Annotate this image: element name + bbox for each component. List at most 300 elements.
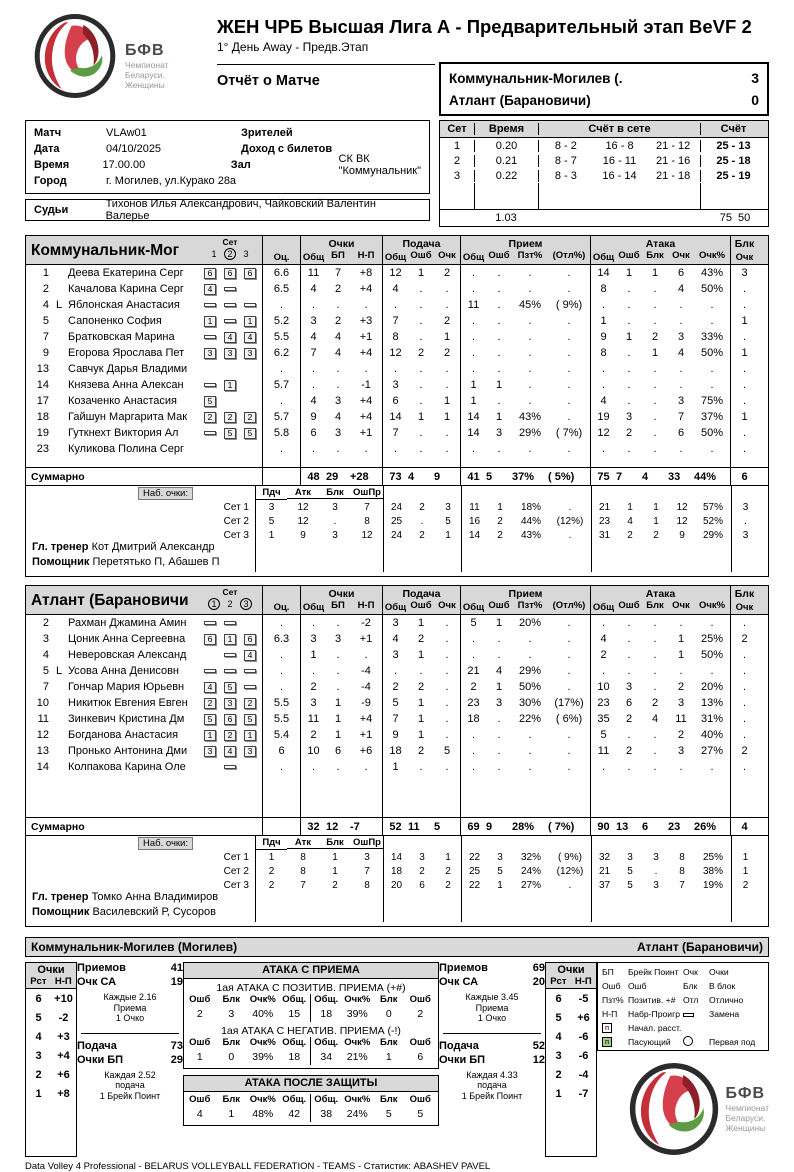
stat-cell: 8	[382, 329, 408, 345]
stat-cell: .	[627, 729, 631, 741]
federation-brand	[125, 42, 217, 90]
stat-cell: .	[497, 363, 501, 375]
stat-cell: +1	[359, 427, 373, 439]
set-slot	[240, 714, 260, 725]
summary-stat-cell: 5	[434, 820, 441, 833]
stat-cell: .	[730, 727, 758, 743]
stat-cell: 2	[443, 347, 451, 359]
summary-stat-cell: 4	[408, 470, 415, 483]
stat-cell: 4	[651, 713, 659, 725]
player-set-positions	[198, 714, 262, 725]
stat-group-label: Подача	[382, 236, 460, 250]
libero-flag: L	[55, 665, 63, 677]
head-coach-line: Гл. тренер Томко Анна Владимиров	[32, 891, 219, 903]
per-set-stat-cell: 8	[679, 865, 685, 877]
stat-cell: 50%	[700, 347, 724, 359]
receptions-label: Приемов	[439, 962, 488, 974]
stat-columns-header	[262, 236, 768, 264]
set-start-position-box: 5	[224, 428, 236, 439]
score-row-away	[449, 89, 759, 111]
spacer	[591, 486, 617, 500]
team-summary-row	[26, 467, 768, 486]
player-name: Гуткнехт Виктория Ал	[68, 427, 179, 439]
stat-cell: .	[419, 315, 423, 327]
stat-cell: .	[653, 665, 657, 677]
set-slot	[200, 669, 220, 673]
player-set-positions	[198, 316, 262, 327]
stat-cell: 11	[300, 265, 326, 281]
summary-stat-cell: +28	[350, 470, 369, 483]
stat-cell: .	[567, 347, 571, 359]
attack-cell: 6	[417, 1051, 424, 1063]
stat-cell: .	[567, 745, 571, 757]
stat-cell: .	[730, 377, 758, 393]
filler	[474, 183, 538, 209]
stat-col-row	[262, 250, 768, 264]
stat-cell: 7	[300, 345, 326, 361]
set-slot	[200, 412, 220, 423]
set-columns-header	[198, 236, 262, 264]
summary-stat-cell: 37%	[512, 470, 535, 483]
set-slot	[240, 634, 260, 645]
stat-cell: 6	[382, 393, 408, 409]
player-set-positions	[198, 669, 262, 673]
attack-cell: 40%	[252, 1008, 274, 1020]
stat-cell: 3	[625, 681, 633, 693]
points-row	[546, 1046, 596, 1065]
stat-cell: 2	[625, 713, 633, 725]
scored-points-label: Наб. очки:	[138, 487, 193, 500]
stat-cell: .	[710, 315, 714, 327]
stat-cell: -4	[361, 681, 371, 693]
stat-cell: .	[653, 299, 657, 311]
breakpoint-value: 12	[532, 1053, 545, 1066]
stat-cell: .	[528, 379, 532, 391]
stat-cell: .	[653, 761, 657, 773]
player-row	[26, 631, 768, 647]
stat-cell: .	[382, 663, 408, 679]
per-set-stat-cell: 20	[383, 878, 409, 892]
rotation-value: 6	[555, 992, 562, 1005]
bottom-home-team-name: Коммунальник-Могилев (Могилев)	[31, 940, 238, 954]
player-number: 3	[42, 633, 49, 645]
col-header: Пзт%	[517, 250, 543, 261]
legend-item	[683, 966, 764, 977]
per-set-stat-cell: 22	[461, 850, 487, 864]
net-points-value: +3	[57, 1030, 70, 1043]
attack-cell: Блк	[222, 994, 241, 1005]
stat-cell: .	[528, 761, 532, 773]
per-set-stat-cell: 44%	[520, 515, 541, 527]
set-slot	[200, 348, 220, 359]
stat-cell: 1	[443, 395, 451, 407]
stat-cell: .	[445, 379, 449, 391]
stat-cell: 75%	[700, 395, 724, 407]
match-info-label: Время	[34, 159, 70, 171]
federation-logo-icon	[628, 1061, 720, 1157]
per-set-stat-cell: 1	[497, 879, 503, 891]
player-name: Неверовская Александ	[68, 649, 187, 661]
col-header: (Отл%)	[552, 250, 586, 261]
legend-text: Очки	[709, 966, 729, 977]
match-info-label: Город	[34, 175, 67, 187]
bottom-team-bar	[25, 937, 769, 957]
set-slot	[200, 335, 220, 339]
set-start-position-box: 4	[244, 332, 256, 343]
stat-cell: .	[567, 267, 571, 279]
per-set-stat-cell: 3	[419, 851, 425, 863]
stat-cell: 4	[677, 347, 685, 359]
summary-stat-cell: 12	[326, 820, 339, 833]
player-rating: .	[262, 647, 300, 663]
set-partial-score: 21 - 12	[656, 139, 691, 152]
player-name: Куликова Полина Серг	[68, 443, 184, 455]
player-row	[26, 663, 768, 679]
stat-cell: .	[653, 617, 657, 629]
stat-cell: 45%	[518, 299, 542, 311]
stat-cell: 7	[677, 411, 685, 423]
stat-cell: 3	[730, 265, 758, 281]
player-set-positions	[198, 348, 262, 359]
player-set-positions	[198, 412, 262, 423]
player-number: 14	[36, 379, 49, 391]
stat-cell: 2	[730, 631, 758, 647]
player-row	[26, 425, 768, 441]
stat-cell: .	[567, 665, 571, 677]
rotation-value: 4	[555, 1030, 562, 1043]
per-set-stat-cell: 7	[679, 879, 685, 891]
home-serve-note	[77, 1070, 183, 1102]
match-info-column	[25, 120, 430, 227]
set-final-score: 25 - 18	[700, 155, 766, 167]
sideout-label: Очк СА	[439, 976, 479, 988]
stat-cell: .	[679, 315, 683, 327]
stat-cell: 3	[382, 647, 408, 663]
stat-cell: 2	[677, 729, 685, 741]
spacer	[591, 836, 617, 850]
player-number: 4	[42, 649, 49, 661]
player-row	[26, 679, 768, 695]
stat-cell: 2	[625, 745, 633, 757]
player-rating: 6	[262, 743, 300, 759]
player-name: Савчук Дарья Владими	[68, 363, 188, 375]
scored-points-header-row	[26, 836, 768, 850]
player-set-positions	[198, 730, 262, 741]
player-number: 1	[42, 267, 49, 279]
scored-points-cell: 7	[364, 501, 370, 513]
set-slot	[220, 319, 240, 323]
per-set-stat-cell: 1	[731, 850, 759, 864]
player-set-positions	[198, 303, 262, 307]
set-slot	[220, 268, 240, 279]
player-name: Богданова Анастасия	[68, 729, 179, 741]
stat-cell: .	[627, 761, 631, 773]
scored-points-cell: 1	[332, 851, 338, 863]
player-row	[26, 409, 768, 425]
set-start-position-box: 6	[244, 268, 256, 279]
substitution-dash-icon	[224, 303, 236, 307]
stat-cell: 1	[417, 729, 425, 741]
player-rating: .	[262, 615, 300, 631]
stat-cell: .	[567, 395, 571, 407]
attack-cell: Общ.	[310, 1037, 342, 1051]
stat-cell: 1	[417, 697, 425, 709]
stat-cell: .	[528, 443, 532, 455]
scored-points-cell: 3	[332, 501, 338, 513]
match-info-label: Дата	[34, 143, 60, 155]
set-start-position-box: 4	[224, 746, 236, 757]
legend-item	[683, 1022, 764, 1033]
header-divider	[217, 64, 435, 65]
scored-points-section	[26, 836, 768, 926]
stat-group-label: Подача	[382, 586, 460, 600]
stat-cell: 1	[417, 411, 425, 423]
stat-group-row	[262, 586, 768, 600]
stat-cell: .	[419, 283, 423, 295]
scored-points-col-header: Атк	[287, 837, 319, 849]
stat-cell: .	[528, 745, 532, 757]
player-rating: .	[262, 663, 300, 679]
away-reception-note	[439, 992, 545, 1024]
player-name: Братковская Марина	[68, 331, 175, 343]
match-info-label: Матч	[34, 127, 62, 139]
set-slot	[240, 303, 260, 307]
player-rating: 5.5	[262, 329, 300, 345]
away-team-sets-won: 0	[751, 92, 759, 108]
set-slot	[200, 383, 220, 387]
player-number: 17	[36, 395, 49, 407]
player-name: Гайшун Маргарита Мак	[68, 411, 188, 423]
set-slot	[220, 428, 240, 439]
home-sideout-line	[77, 976, 183, 990]
per-set-stat-cell: 3	[653, 851, 659, 863]
summary-stat-cell: 33	[668, 470, 681, 483]
summary-stat-cell: 4	[642, 470, 649, 483]
attack-positive-values	[184, 1008, 438, 1022]
rotation-value: 2	[555, 1068, 562, 1081]
legend-item	[683, 994, 764, 1005]
stat-cell: 1	[495, 411, 503, 423]
team-stat-tables	[25, 235, 769, 927]
attack-cell: 18	[310, 1008, 342, 1022]
set-start-position-box: 3	[224, 698, 236, 709]
points-col-headers	[546, 976, 596, 987]
scored-points-cell: 12	[297, 515, 309, 527]
breakpoint-label: Очки БП	[77, 1053, 124, 1066]
set-columns-header	[198, 586, 262, 614]
attack-cell: Ошб	[409, 1094, 431, 1105]
stat-cell: -9	[361, 697, 371, 709]
stat-cell: .	[300, 361, 326, 377]
summary-stat-cell: 11	[408, 820, 420, 833]
per-set-stat-cell: .	[731, 514, 759, 528]
stat-cell: 2	[417, 633, 425, 645]
stat-cell: .	[627, 315, 631, 327]
player-rating: .	[262, 361, 300, 377]
set-start-position-box: 3	[224, 348, 236, 359]
stat-cell: 1	[625, 331, 633, 343]
legend-text: Отлично	[709, 994, 744, 1005]
set-slot	[240, 428, 260, 439]
player-name: Пронько Антонина Дми	[68, 745, 188, 757]
substitution-dash-icon	[204, 621, 216, 625]
set-start-position-box: 3	[204, 348, 216, 359]
stat-cell: .	[300, 297, 326, 313]
stat-cell: 1	[334, 713, 342, 725]
player-set-positions	[198, 698, 262, 709]
legend-text: Брейк Поинт	[628, 966, 679, 977]
stat-cell: 2	[417, 681, 425, 693]
stat-cell: .	[528, 347, 532, 359]
stat-cell: .	[710, 761, 714, 773]
col-header-rating: Оц.	[262, 600, 300, 614]
points-table-header	[26, 963, 76, 989]
per-set-stat-cell: 5	[627, 865, 633, 877]
scored-points-cell: 3	[255, 500, 287, 514]
per-set-stats-row	[26, 514, 768, 528]
spacer	[300, 457, 326, 467]
note-line: 1 Очко	[477, 1013, 507, 1023]
col-header: Общ	[300, 250, 326, 264]
set-start-position-box: 6	[244, 634, 256, 645]
per-set-stat-cell: 21	[591, 864, 617, 878]
set-slot	[220, 412, 240, 423]
stat-cell: .	[730, 329, 758, 345]
note-line: Каждая 2.52	[104, 1069, 156, 1080]
points-row	[26, 1027, 76, 1046]
stat-cell: 4	[300, 281, 326, 297]
player-row	[26, 743, 768, 759]
stat-cell: .	[460, 281, 486, 297]
stat-cell: 3	[300, 695, 326, 711]
stat-cell: +4	[359, 347, 373, 359]
stat-cell: .	[627, 617, 631, 629]
per-set-stat-cell: .	[568, 501, 572, 513]
player-rating: .	[262, 393, 300, 409]
stat-cell: 8	[590, 345, 616, 361]
spacer	[461, 836, 487, 850]
stat-cell: 50%	[518, 681, 542, 693]
col-header: БП	[331, 250, 345, 261]
stat-cell: 12	[590, 425, 616, 441]
stat-cell: .	[300, 441, 326, 457]
substitution-dash-icon	[244, 685, 256, 689]
stat-cell: .	[627, 379, 631, 391]
starting-lineup-icon: п	[602, 1023, 612, 1033]
stat-cell: .	[497, 649, 501, 661]
col-header: Очк	[672, 250, 690, 261]
player-number: 4	[42, 299, 49, 311]
rotation-value: 5	[555, 1011, 562, 1024]
player-rating: 5.5	[262, 695, 300, 711]
spacer	[731, 486, 759, 500]
net-points-value: +6	[57, 1068, 70, 1081]
stat-cell: .	[627, 363, 631, 375]
col-header: Очк%	[698, 250, 726, 261]
col-header: Общ	[382, 600, 408, 614]
stat-cell: 1	[443, 331, 451, 343]
legend-abbr	[683, 1036, 709, 1048]
col-header-partials	[538, 123, 700, 135]
player-rating: .	[262, 297, 300, 313]
set-start-position-box: 2	[244, 412, 256, 423]
attack-cell: 3	[228, 1008, 235, 1020]
per-set-stat-cell: 25	[383, 514, 409, 528]
stat-cell: +4	[359, 411, 373, 423]
per-set-stat-cell: 11	[461, 500, 487, 514]
set-final-score: 25 - 19	[700, 170, 766, 182]
set-slot	[240, 698, 260, 709]
stat-cell: .	[627, 649, 631, 661]
attack-columns-header	[184, 1037, 438, 1051]
set-slot	[220, 348, 240, 359]
stat-cell: .	[445, 681, 449, 693]
attack-cell: Ошб	[189, 1037, 211, 1048]
table-spacer-row	[26, 457, 768, 467]
legend-item	[683, 980, 764, 991]
note-line: подача	[115, 1080, 145, 1090]
attack-from-reception-box	[183, 962, 439, 1069]
stat-cell: -4	[361, 665, 371, 677]
attack-cell: Очк%	[344, 994, 371, 1005]
assistant-label: Помощник	[32, 906, 93, 918]
stat-cell: .	[445, 427, 449, 439]
legend-abbr: Пзт%	[602, 994, 624, 1005]
match-info-label: Доход с билетов	[241, 143, 333, 155]
points-row	[26, 1008, 76, 1027]
stat-cell: 43%	[700, 267, 724, 279]
stat-cell: 4	[495, 665, 503, 677]
set-start-position-box: 2	[224, 730, 236, 741]
player-name: Качалова Карина Серг	[68, 283, 184, 295]
set-slot	[220, 332, 240, 343]
stat-cell: .	[364, 363, 368, 375]
set-start-position-box: 1	[204, 316, 216, 327]
set-slot	[240, 685, 260, 689]
col-header: Ошб	[488, 600, 510, 611]
stat-cell: 33%	[700, 331, 724, 343]
stat-cell: .	[460, 647, 486, 663]
per-set-stat-cell: 1	[445, 851, 451, 863]
attack-columns-header	[184, 1094, 438, 1108]
scored-points-cell: 2	[255, 864, 287, 878]
scored-points-col-header: Блк	[319, 837, 351, 849]
note-line: Каждые 2.16	[103, 992, 157, 1002]
summary-stat-cell: 6	[730, 468, 758, 485]
stat-cell: 2	[417, 745, 425, 757]
per-set-stat-cell: 3	[731, 528, 759, 542]
scored-points-cell: 1	[332, 865, 338, 877]
stat-cell: 1	[334, 729, 342, 741]
set-partial-score: 21 - 18	[656, 169, 691, 182]
substitution-dash-icon	[244, 669, 256, 673]
stat-cell: 50%	[700, 283, 724, 295]
set-slot	[200, 714, 220, 725]
group-spacer	[262, 236, 300, 250]
away-sideout-line	[439, 976, 545, 990]
attack-cell: Очк%	[344, 1094, 371, 1105]
set-start-position-box: 6	[224, 268, 236, 279]
stat-cell: 6	[677, 427, 685, 439]
attack-cell: 38	[310, 1108, 342, 1122]
spacer	[383, 542, 409, 572]
stat-cell: .	[567, 379, 571, 391]
first-serve-icon	[683, 1036, 693, 1046]
attack-negative-subtitle: 1ая АТАКА С НЕГАТИВ. ПРИЕМА (-!)	[221, 1025, 401, 1037]
stat-cell: .	[567, 331, 571, 343]
stat-cell: .	[590, 663, 616, 679]
scored-points-cell: 8	[364, 879, 370, 891]
